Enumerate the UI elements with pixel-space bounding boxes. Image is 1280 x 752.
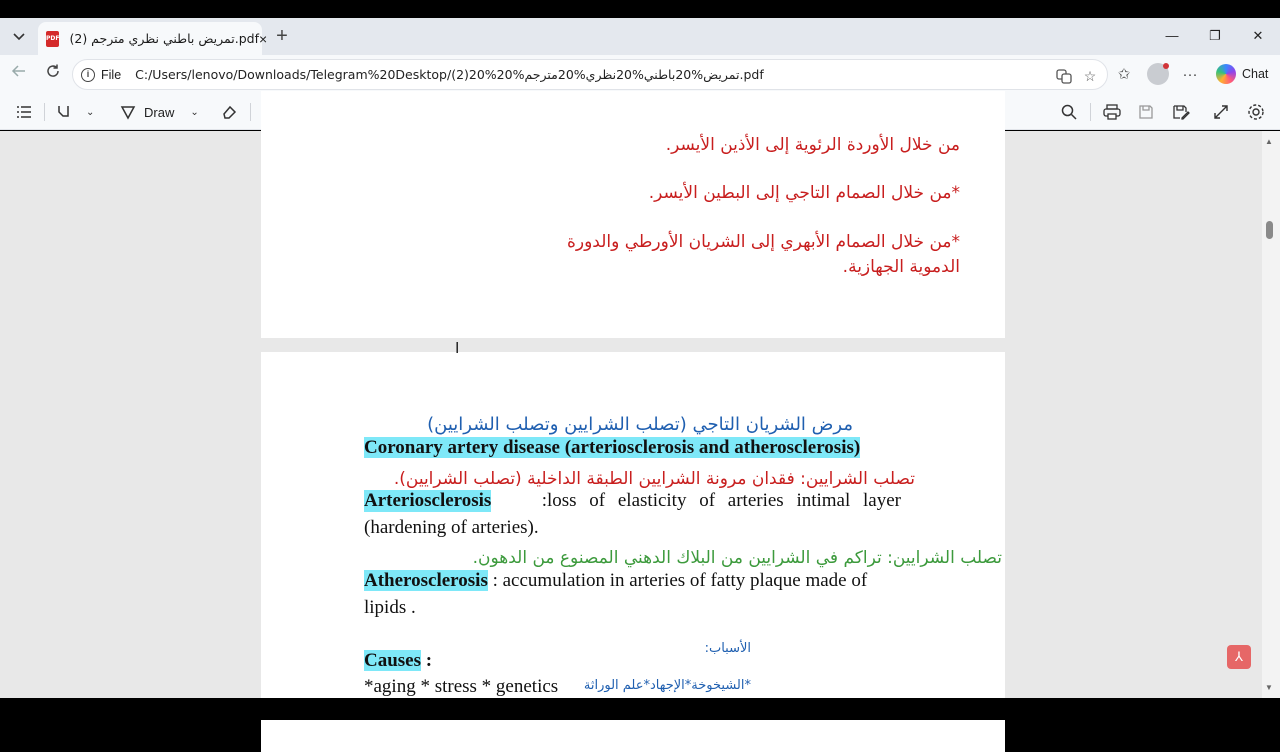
notification-dot	[1163, 63, 1169, 69]
vertical-scrollbar[interactable]	[1262, 131, 1280, 698]
favorite-star-icon[interactable]: ☆	[1083, 68, 1097, 84]
acrobat-icon[interactable]: ⅄	[1227, 645, 1251, 669]
erase-button[interactable]	[221, 101, 237, 123]
refresh-button[interactable]	[42, 63, 64, 85]
text-cursor-icon: I	[455, 339, 460, 357]
divider	[250, 103, 251, 121]
definition-line	[364, 570, 867, 592]
copilot-chat-button[interactable]	[1212, 61, 1272, 87]
arabic-line: *من خلال الصمام التاجي إلى البطين الأيسر.	[648, 183, 960, 203]
favorites-icon[interactable]: ✩	[1117, 66, 1131, 83]
term-causes: Causes	[364, 650, 422, 671]
english-heading: Coronary artery disease (arteriosclerosis and atherosclerosis)	[364, 437, 861, 458]
arrow-left-icon	[11, 63, 27, 79]
draw-button[interactable]	[120, 101, 199, 123]
list-icon	[16, 105, 32, 119]
chat-label: Chat	[1242, 67, 1269, 81]
search-button[interactable]	[1061, 101, 1077, 123]
print-icon	[1103, 104, 1121, 120]
contents-button[interactable]	[16, 101, 32, 123]
tab-close-button[interactable]: ×	[259, 30, 268, 47]
arabic-causes-label: الأسباب:	[704, 641, 751, 656]
definition-text: (hardening of arteries).	[364, 517, 539, 538]
scrollbar-thumb[interactable]	[1266, 221, 1273, 239]
close-window-button[interactable]: ✕	[1252, 28, 1264, 43]
save-icon	[1138, 104, 1154, 120]
more-options-icon[interactable]: ···	[1182, 66, 1198, 83]
save-as-button[interactable]	[1172, 101, 1190, 123]
arabic-line: الدموية الجهازية.	[842, 257, 960, 277]
info-icon[interactable]: i	[81, 68, 95, 82]
divider	[1090, 103, 1091, 121]
address-url[interactable]: C:/Users/lenovo/Downloads/Telegram%20Desktop/(2)20%20%تمريض%20باطني%20نظري%20مترجم.pdf	[135, 67, 764, 82]
minimize-button[interactable]: —	[1165, 28, 1179, 43]
new-tab-button[interactable]: +	[276, 25, 288, 47]
expand-icon	[1213, 104, 1229, 120]
definition-line	[364, 490, 901, 512]
chevron-down-icon: ⌄	[86, 106, 95, 118]
address-scheme: File	[101, 67, 122, 82]
print-button[interactable]	[1103, 101, 1121, 123]
tab-title: تمريض باطني نظري مترجم (2).pdf	[69, 31, 259, 46]
settings-button[interactable]	[1247, 101, 1265, 123]
pdf-viewer[interactable]	[0, 131, 1280, 698]
scroll-up-icon[interactable]: ▲	[1265, 137, 1273, 146]
chevron-down-icon: ⌄	[190, 106, 199, 118]
save-as-icon	[1172, 104, 1190, 120]
draw-label: Draw	[144, 104, 175, 120]
highlighter-icon	[56, 104, 74, 120]
arabic-translation: تصلب الشرايين: تراكم في الشرايين من البلاك الدهني المصنوع من الدهون.	[472, 548, 1002, 568]
eraser-icon	[221, 104, 237, 120]
causes-heading: Causes :	[364, 650, 433, 671]
pen-icon	[120, 104, 136, 120]
arabic-causes-list: *الشيخوخة*الإجهاد*علم الوراثة	[583, 678, 751, 693]
arabic-heading: مرض الشريان التاجي (تصلب الشرايين وتصلب الشرايين)	[427, 414, 853, 435]
tab-actions-menu[interactable]	[6, 24, 32, 50]
definition-text: : accumulation in arteries of fatty plaque made of	[487, 570, 868, 591]
copilot-icon	[1216, 64, 1236, 84]
save-button[interactable]	[1138, 101, 1154, 123]
back-button[interactable]	[8, 63, 30, 85]
term-arteriosclerosis: Arteriosclerosis	[364, 490, 492, 511]
address-bar[interactable]	[72, 59, 1108, 90]
divider	[44, 103, 45, 121]
causes-list: *aging * stress * genetics	[364, 676, 559, 697]
gear-icon	[1247, 103, 1265, 121]
fullscreen-button[interactable]	[1213, 101, 1229, 123]
arabic-translation: تصلب الشرايين: فقدان مرونة الشرايين الطبقة الداخلية (تصلب الشرايين).	[393, 469, 915, 489]
title-bar	[0, 18, 1280, 55]
pdf-file-icon: PDF	[46, 31, 59, 47]
browser-tab[interactable]	[38, 22, 268, 55]
chevron-down-icon	[13, 33, 25, 41]
heading	[364, 437, 860, 459]
navigation-bar	[0, 55, 1280, 94]
arabic-line: من خلال الأوردة الرئوية إلى الأذين الأيسر.	[665, 135, 960, 155]
arabic-line: *من خلال الصمام الأبهري إلى الشريان الأورطي والدورة	[566, 232, 960, 252]
term-atherosclerosis: Atherosclerosis	[364, 570, 488, 591]
pdf-page-5	[261, 352, 1005, 752]
translate-icon[interactable]	[1055, 67, 1073, 85]
highlight-button[interactable]	[56, 101, 94, 123]
refresh-icon	[45, 63, 61, 79]
restore-button[interactable]: ❐	[1209, 28, 1221, 43]
definition-text: lipids .	[364, 597, 416, 618]
bottom-bar	[0, 698, 1280, 720]
search-icon	[1061, 104, 1077, 120]
scroll-down-icon[interactable]: ▼	[1265, 683, 1273, 692]
definition-text: :loss of elasticity of arteries intimal layer	[541, 490, 901, 511]
pdf-page-4	[261, 91, 1005, 338]
